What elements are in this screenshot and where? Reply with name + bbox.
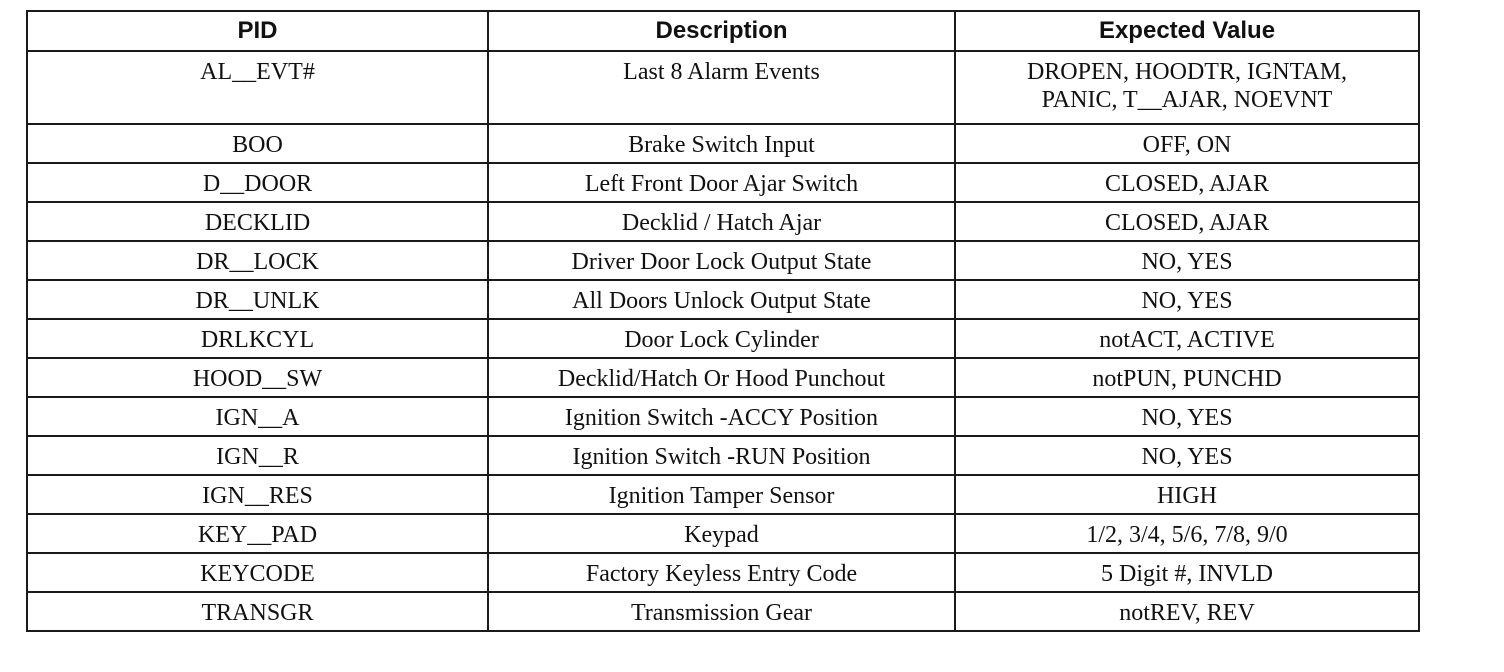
expected-value-cell: HIGH bbox=[955, 475, 1419, 514]
pid-cell: DR__UNLK bbox=[27, 280, 488, 319]
pid-cell: KEYCODE bbox=[27, 553, 488, 592]
expected-value-line: PANIC, T__AJAR, NOEVNT bbox=[1041, 87, 1333, 113]
pid-table bbox=[26, 10, 1420, 632]
pid-cell: AL__EVT# bbox=[27, 51, 488, 124]
description-cell: Last 8 Alarm Events bbox=[488, 51, 955, 124]
table-row bbox=[27, 397, 1419, 436]
expected-value-cell: NO, YES bbox=[955, 280, 1419, 319]
description-cell: Keypad bbox=[488, 514, 955, 553]
expected-value-cell: CLOSED, AJAR bbox=[955, 163, 1419, 202]
table-row bbox=[27, 592, 1419, 631]
table-row bbox=[27, 319, 1419, 358]
expected-value-cell: OFF, ON bbox=[955, 124, 1419, 163]
table-row bbox=[27, 124, 1419, 163]
table-row bbox=[27, 280, 1419, 319]
description-cell: Decklid / Hatch Ajar bbox=[488, 202, 955, 241]
description-cell: All Doors Unlock Output State bbox=[488, 280, 955, 319]
expected-value-cell: 1/2, 3/4, 5/6, 7/8, 9/0 bbox=[955, 514, 1419, 553]
description-cell: Transmission Gear bbox=[488, 592, 955, 631]
description-cell: Ignition Switch -ACCY Position bbox=[488, 397, 955, 436]
header-expected-value: Expected Value bbox=[955, 11, 1419, 51]
description-cell: Door Lock Cylinder bbox=[488, 319, 955, 358]
pid-cell: DECKLID bbox=[27, 202, 488, 241]
pid-cell: IGN__A bbox=[27, 397, 488, 436]
expected-value-cell: notPUN, PUNCHD bbox=[955, 358, 1419, 397]
header-pid: PID bbox=[27, 11, 488, 51]
expected-value-cell: NO, YES bbox=[955, 397, 1419, 436]
pid-cell: IGN__R bbox=[27, 436, 488, 475]
pid-cell: KEY__PAD bbox=[27, 514, 488, 553]
description-cell: Driver Door Lock Output State bbox=[488, 241, 955, 280]
expected-value-cell: CLOSED, AJAR bbox=[955, 202, 1419, 241]
pid-cell: DR__LOCK bbox=[27, 241, 488, 280]
description-cell: Brake Switch Input bbox=[488, 124, 955, 163]
table-row bbox=[27, 553, 1419, 592]
pid-cell: BOO bbox=[27, 124, 488, 163]
pid-cell: HOOD__SW bbox=[27, 358, 488, 397]
description-cell: Ignition Switch -RUN Position bbox=[488, 436, 955, 475]
table-row bbox=[27, 436, 1419, 475]
expected-value-cell: 5 Digit #, INVLD bbox=[955, 553, 1419, 592]
header-row bbox=[27, 11, 1419, 51]
expected-value-cell: NO, YES bbox=[955, 241, 1419, 280]
table-row bbox=[27, 514, 1419, 553]
table-row bbox=[27, 241, 1419, 280]
table-row bbox=[27, 51, 1419, 124]
table-row bbox=[27, 475, 1419, 514]
expected-value-cell bbox=[955, 51, 1419, 124]
description-cell: Left Front Door Ajar Switch bbox=[488, 163, 955, 202]
table-row bbox=[27, 163, 1419, 202]
description-cell: Factory Keyless Entry Code bbox=[488, 553, 955, 592]
table-row bbox=[27, 358, 1419, 397]
description-cell: Decklid/Hatch Or Hood Punchout bbox=[488, 358, 955, 397]
pid-cell: D__DOOR bbox=[27, 163, 488, 202]
pid-cell: TRANSGR bbox=[27, 592, 488, 631]
header-description: Description bbox=[488, 11, 955, 51]
expected-value-cell: notREV, REV bbox=[955, 592, 1419, 631]
expected-value-line: DROPEN, HOODTR, IGNTAM, bbox=[1026, 59, 1348, 85]
pid-cell: IGN__RES bbox=[27, 475, 488, 514]
description-cell: Ignition Tamper Sensor bbox=[488, 475, 955, 514]
table-row bbox=[27, 202, 1419, 241]
expected-value-cell: NO, YES bbox=[955, 436, 1419, 475]
expected-value-cell: notACT, ACTIVE bbox=[955, 319, 1419, 358]
pid-cell: DRLKCYL bbox=[27, 319, 488, 358]
